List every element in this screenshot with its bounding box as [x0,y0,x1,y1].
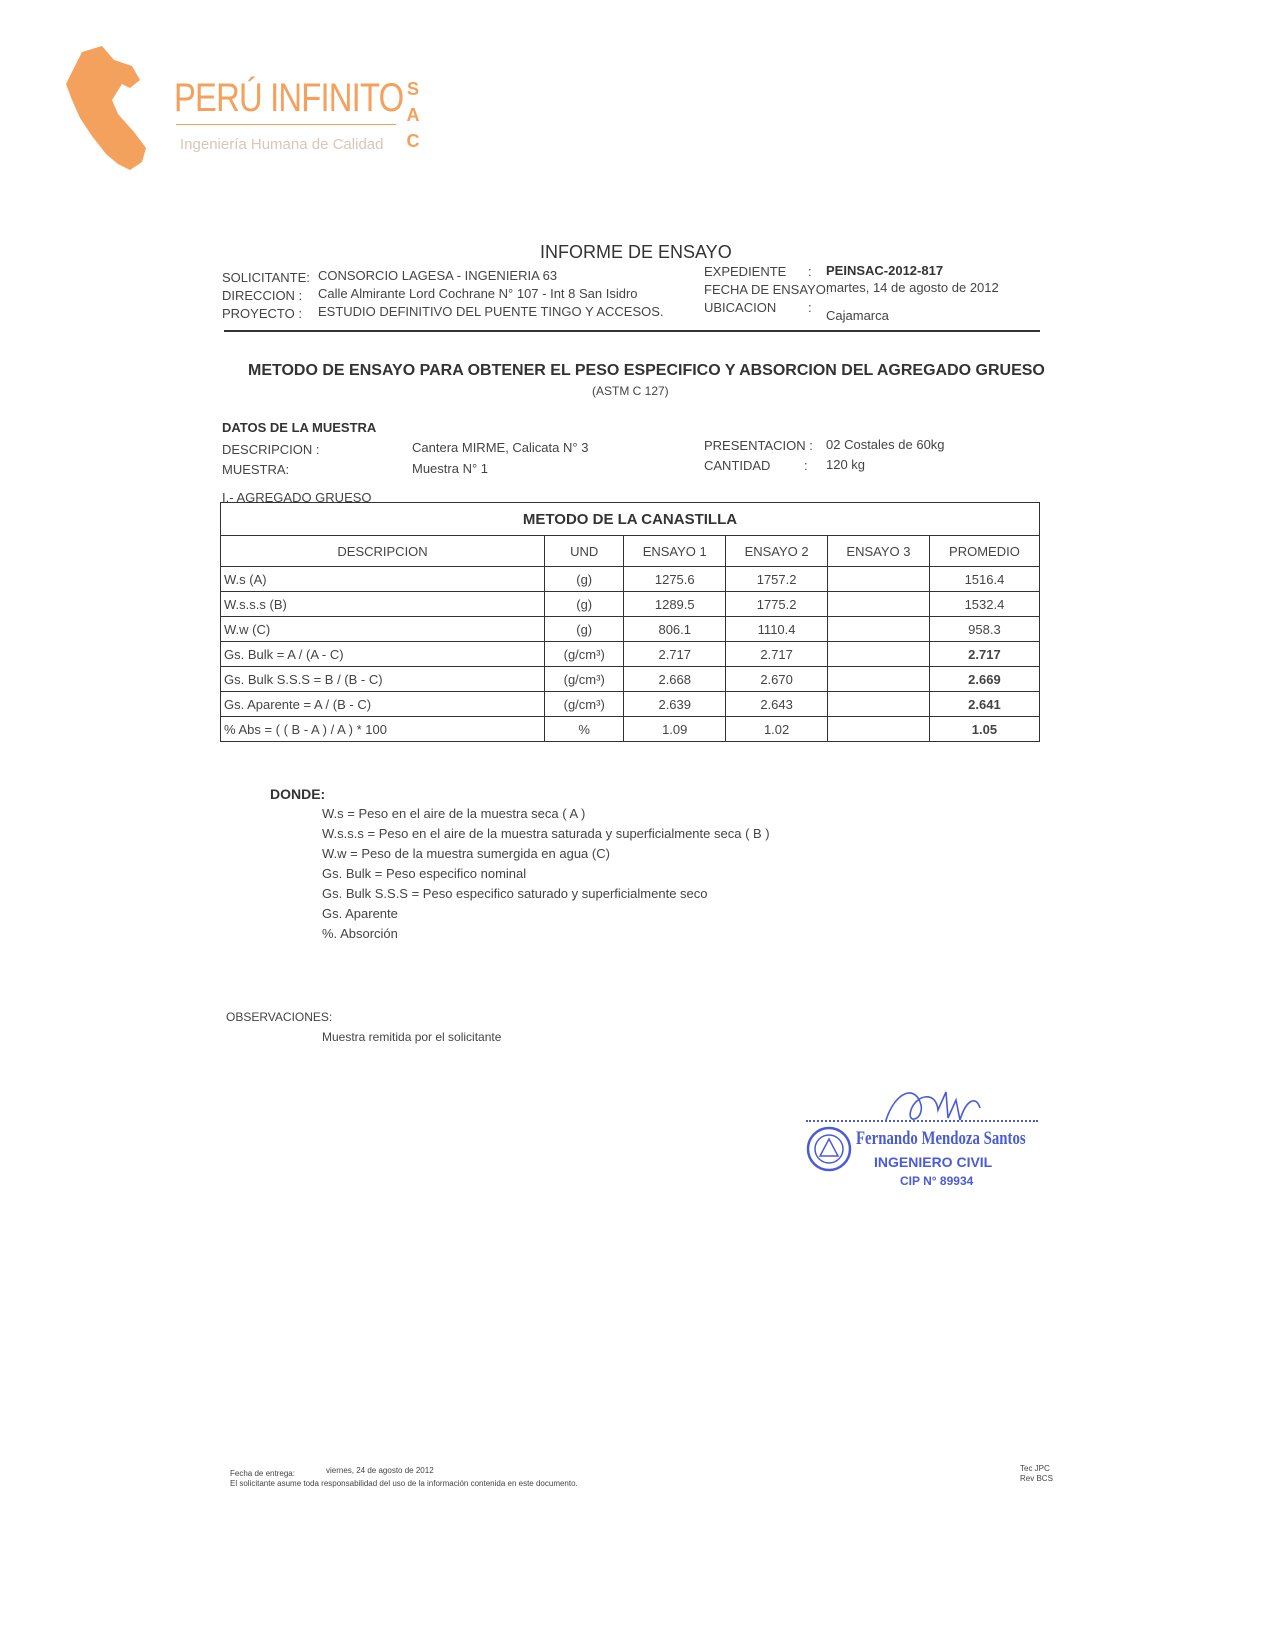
row-promedio: 958.3 [929,617,1039,642]
row-desc: W.s (A) [221,567,545,592]
entrega-value: viernes, 24 de agosto de 2012 [326,1466,434,1475]
method-title: METODO DE ENSAYO PARA OBTENER EL PESO ESPECIFICO Y ABSORCION DEL AGREGADO GRUESO [248,362,1045,379]
donde-label: DONDE: [270,786,326,802]
col-ensayo-1: ENSAYO 1 [624,536,726,567]
signature-icon [876,1080,986,1130]
observaciones-label: OBSERVACIONES: [226,1010,333,1024]
agregado-section-label: I.- AGREGADO GRUESO [222,490,372,505]
brand-suffix-a: A [406,105,420,125]
brand-suffix-c: C [406,131,420,151]
header-divider [224,330,1040,332]
col-und: UND [545,536,624,567]
entrega-label: Fecha de entrega: [230,1469,295,1478]
donde-item: Gs. Bulk = Peso especifico nominal [322,866,527,881]
stamp-cip: CIP N° 89934 [900,1174,974,1188]
col-promedio: PROMEDIO [929,536,1039,567]
row-promedio: 1532.4 [929,592,1039,617]
row-ensayo-1: 1.09 [624,717,726,742]
method-standard: (ASTM C 127) [592,384,669,398]
row-ensayo-2: 1757.2 [726,567,828,592]
row-promedio: 2.669 [929,667,1039,692]
col-ensayo-2: ENSAYO 2 [726,536,828,567]
ubicacion-value: Cajamarca [826,308,889,323]
row-ensayo-2: 2.643 [726,692,828,717]
table-row [221,617,1040,642]
report-title: INFORME DE ENSAYO [540,242,732,262]
row-ensayo-2: 2.670 [726,667,828,692]
row-promedio: 2.641 [929,692,1039,717]
row-und: (g/cm³) [545,667,624,692]
row-ensayo-2: 1110.4 [726,617,828,642]
row-ensayo-3 [828,667,930,692]
solicitante-label: SOLICITANTE: [222,270,310,285]
seal-icon [806,1126,852,1172]
ubicacion-label: UBICACION [704,300,777,315]
row-desc: Gs. Bulk = A / (A - C) [221,642,545,667]
donde-item: %. Absorción [322,926,398,941]
row-ensayo-3 [828,592,930,617]
fecha-value: martes, 14 de agosto de 2012 [826,280,999,295]
expediente-label: EXPEDIENTE [704,264,787,279]
table-row [221,567,1040,592]
engineer-stamp [806,1080,1046,1190]
row-promedio: 1516.4 [929,567,1039,592]
row-ensayo-1: 1275.6 [624,567,726,592]
table-row [221,592,1040,617]
cantidad-label: CANTIDAD [704,458,771,473]
row-ensayo-1: 1289.5 [624,592,726,617]
brand-underline [176,124,396,125]
fecha-label: FECHA DE ENSAYO: [704,282,830,297]
stamp-dotted-line [806,1120,1038,1122]
row-desc: Gs. Bulk S.S.S = B / (B - C) [221,667,545,692]
row-ensayo-2: 1775.2 [726,592,828,617]
row-ensayo-2: 1.02 [726,717,828,742]
row-ensayo-1: 2.639 [624,692,726,717]
solicitante-value: CONSORCIO LAGESA - INGENIERIA 63 [318,268,558,283]
row-und: (g) [545,592,624,617]
cantidad-value: 120 kg [826,457,866,472]
brand-name: PERÚ INFINITO [174,76,404,120]
row-ensayo-3 [828,717,930,742]
descripcion-label: DESCRIPCION : [222,442,320,457]
stamp-name: Fernando Mendoza Santos [856,1128,1026,1149]
row-ensayo-3 [828,567,930,592]
descripcion-value: Cantera MIRME, Calicata N° 3 [412,440,589,455]
canastilla-table [220,502,1040,742]
row-ensayo-1: 806.1 [624,617,726,642]
row-desc: W.w (C) [221,617,545,642]
row-ensayo-3 [828,692,930,717]
col-descripcion: DESCRIPCION [221,536,545,567]
table-title: METODO DE LA CANASTILLA [221,503,1040,536]
row-ensayo-2: 2.717 [726,642,828,667]
presentacion-label: PRESENTACION : [704,438,813,453]
tec-code: Tec JPC [1020,1464,1050,1473]
muestra-label: MUESTRA: [222,462,290,477]
muestra-value: Muestra N° 1 [412,461,489,476]
row-und: (g) [545,567,624,592]
row-desc: Gs. Aparente = A / (B - C) [221,692,545,717]
brand-suffix [405,76,421,154]
table-row [221,642,1040,667]
presentacion-value: 02 Costales de 60kg [826,437,945,452]
peru-map-logo-icon [62,44,152,174]
row-desc: % Abs = ( ( B - A ) / A ) * 100 [221,717,545,742]
rev-code: Rev BCS [1020,1474,1053,1483]
table-row [221,717,1040,742]
donde-item: W.s.s.s = Peso en el aire de la muestra saturada y superficialmente seca ( B ) [322,826,770,841]
donde-item: Gs. Aparente [322,906,398,921]
donde-item: Gs. Bulk S.S.S = Peso especifico saturado y superficialmente seco [322,886,708,901]
col-ensayo-3: ENSAYO 3 [828,536,930,567]
sample-section-label: DATOS DE LA MUESTRA [222,420,377,435]
row-ensayo-1: 2.668 [624,667,726,692]
direccion-label: DIRECCION : [222,288,303,303]
row-ensayo-3 [828,642,930,667]
row-ensayo-3 [828,617,930,642]
row-ensayo-1: 2.717 [624,642,726,667]
direccion-value: Calle Almirante Lord Cochrane N° 107 - Int 8 San Isidro [318,286,638,301]
disclaimer: El solicitante asume toda responsabilidad del uso de la información contenida en este documento. [230,1479,578,1488]
table-row [221,692,1040,717]
row-desc: W.s.s.s (B) [221,592,545,617]
row-promedio: 2.717 [929,642,1039,667]
proyecto-value: ESTUDIO DEFINITIVO DEL PUENTE TINGO Y ACCESOS. [318,304,664,319]
row-und: (g/cm³) [545,692,624,717]
expediente-value: PEINSAC-2012-817 [826,263,944,278]
donde-item: W.w = Peso de la muestra sumergida en agua (C) [322,846,610,861]
row-promedio: 1.05 [929,717,1039,742]
row-und: (g/cm³) [545,642,624,667]
stamp-title: INGENIERO CIVIL [874,1154,993,1170]
proyecto-label: PROYECTO : [222,306,302,321]
brand-tagline: Ingeniería Humana de Calidad [180,136,384,153]
row-und: % [545,717,624,742]
table-row [221,667,1040,692]
row-und: (g) [545,617,624,642]
brand-suffix-s: S [406,79,419,99]
donde-item: W.s = Peso en el aire de la muestra seca ( A ) [322,806,586,821]
observaciones-text: Muestra remitida por el solicitante [322,1030,502,1044]
